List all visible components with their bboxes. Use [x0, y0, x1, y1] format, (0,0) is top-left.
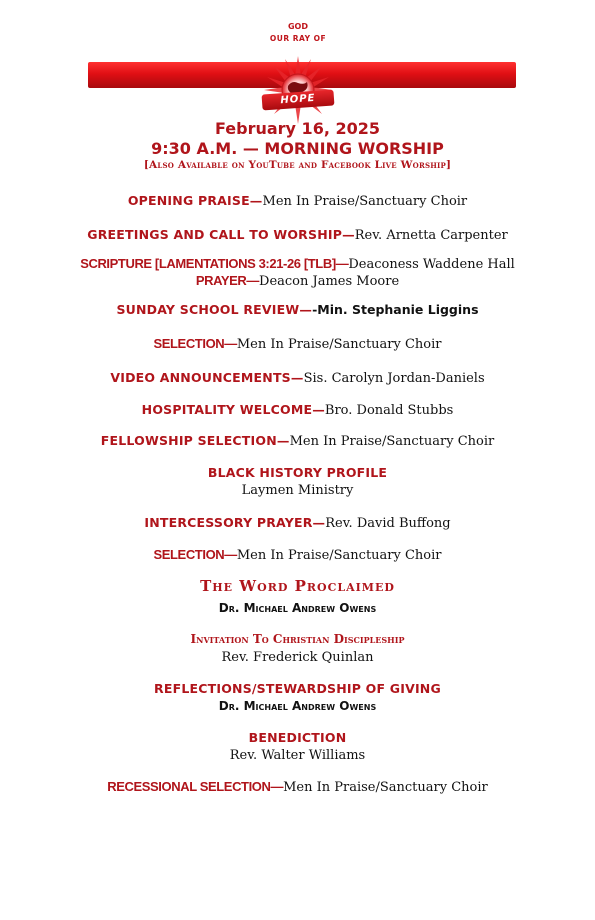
- item-label: PRAYER—: [195, 273, 260, 288]
- program-item-opening-praise: [0, 190, 595, 209]
- program-item-word-name: [0, 597, 595, 616]
- program-item-reflections-name: [0, 695, 595, 714]
- item-label: Invitation To Christian Discipleship: [190, 632, 405, 646]
- hope-ribbon-text: HOPE: [280, 92, 316, 107]
- item-name: Sis. Carolyn Jordan-Daniels: [303, 371, 485, 386]
- item-label: SUNDAY SCHOOL REVIEW—: [116, 302, 313, 317]
- item-name: Laymen Ministry: [241, 483, 354, 498]
- item-label: RECESSIONAL SELECTION—: [107, 779, 284, 794]
- item-name: Rev. Frederick Quinlan: [221, 650, 374, 665]
- service-title: 9:30 A.M. — MORNING WORSHIP: [151, 139, 444, 158]
- item-label: SELECTION—: [153, 547, 237, 562]
- logo-arc-text-god: GOD: [287, 22, 308, 31]
- item-label: HOSPITALITY WELCOME—: [141, 402, 325, 417]
- item-label: REFLECTIONS/STEWARDSHIP OF GIVING: [154, 681, 441, 696]
- item-name: Men In Praise/Sanctuary Choir: [289, 434, 495, 449]
- program-item-hospitality: [0, 399, 595, 418]
- program-item-sunday-school: [0, 299, 595, 318]
- program-item-selection-1: [0, 333, 595, 352]
- program-item-prayer: [0, 270, 595, 289]
- item-name: Men In Praise/Sanctuary Choir: [262, 194, 468, 209]
- service-date: February 16, 2025: [215, 119, 380, 138]
- program-item-invitation-label: [0, 628, 595, 647]
- program-item-greetings: [0, 224, 595, 243]
- program-item-intercessory: [0, 512, 595, 531]
- item-name: Rev. David Buffong: [325, 516, 451, 531]
- item-label: VIDEO ANNOUNCEMENTS—: [110, 370, 304, 385]
- item-label: BENEDICTION: [248, 730, 347, 745]
- item-name: Bro. Donald Stubbs: [324, 403, 454, 418]
- item-label: SCRIPTURE [LAMENTATIONS 3:21-26 [TLB]—: [80, 256, 349, 271]
- program-item-selection-2: [0, 544, 595, 563]
- program-item-benediction-name: [0, 744, 595, 763]
- item-name: Dr. Michael Andrew Owens: [218, 699, 377, 713]
- availability-note: [Also Available on YouTube and Facebook Live Worship]: [143, 159, 452, 171]
- item-label: OPENING PRAISE—: [127, 193, 263, 208]
- church-logo: [0, 22, 595, 122]
- item-name: Men In Praise/Sanctuary Choir: [283, 780, 488, 795]
- program-item-black-history-name: [0, 479, 595, 498]
- program-item-word-label: [0, 576, 595, 595]
- program-item-invitation-name: [0, 646, 595, 665]
- item-name: Men In Praise/Sanctuary Choir: [236, 548, 442, 563]
- item-name: Rev. Walter Williams: [229, 748, 366, 763]
- item-label: FELLOWSHIP SELECTION—: [100, 433, 290, 448]
- item-name: Rev. Arnetta Carpenter: [354, 228, 508, 243]
- logo-arc-text-our-ray-of: OUR RAY OF: [269, 34, 327, 43]
- item-label: GREETINGS AND CALL TO WORSHIP—: [87, 227, 355, 242]
- item-name: Men In Praise/Sanctuary Choir: [236, 337, 442, 352]
- program-item-fellowship: [0, 430, 595, 449]
- program-item-video-announcements: [0, 367, 595, 386]
- item-label: The Word Proclaimed: [200, 577, 395, 595]
- item-name: Dr. Michael Andrew Owens: [218, 601, 377, 615]
- item-name: Deacon James Moore: [259, 274, 400, 289]
- item-label: INTERCESSORY PRAYER—: [144, 515, 326, 530]
- program-item-recessional: [0, 776, 595, 795]
- item-label: BLACK HISTORY PROFILE: [207, 465, 388, 480]
- item-label: SELECTION—: [153, 336, 237, 351]
- item-name: Deaconess Waddene Hall: [348, 257, 515, 272]
- item-name: -Min. Stephanie Liggins: [312, 302, 479, 317]
